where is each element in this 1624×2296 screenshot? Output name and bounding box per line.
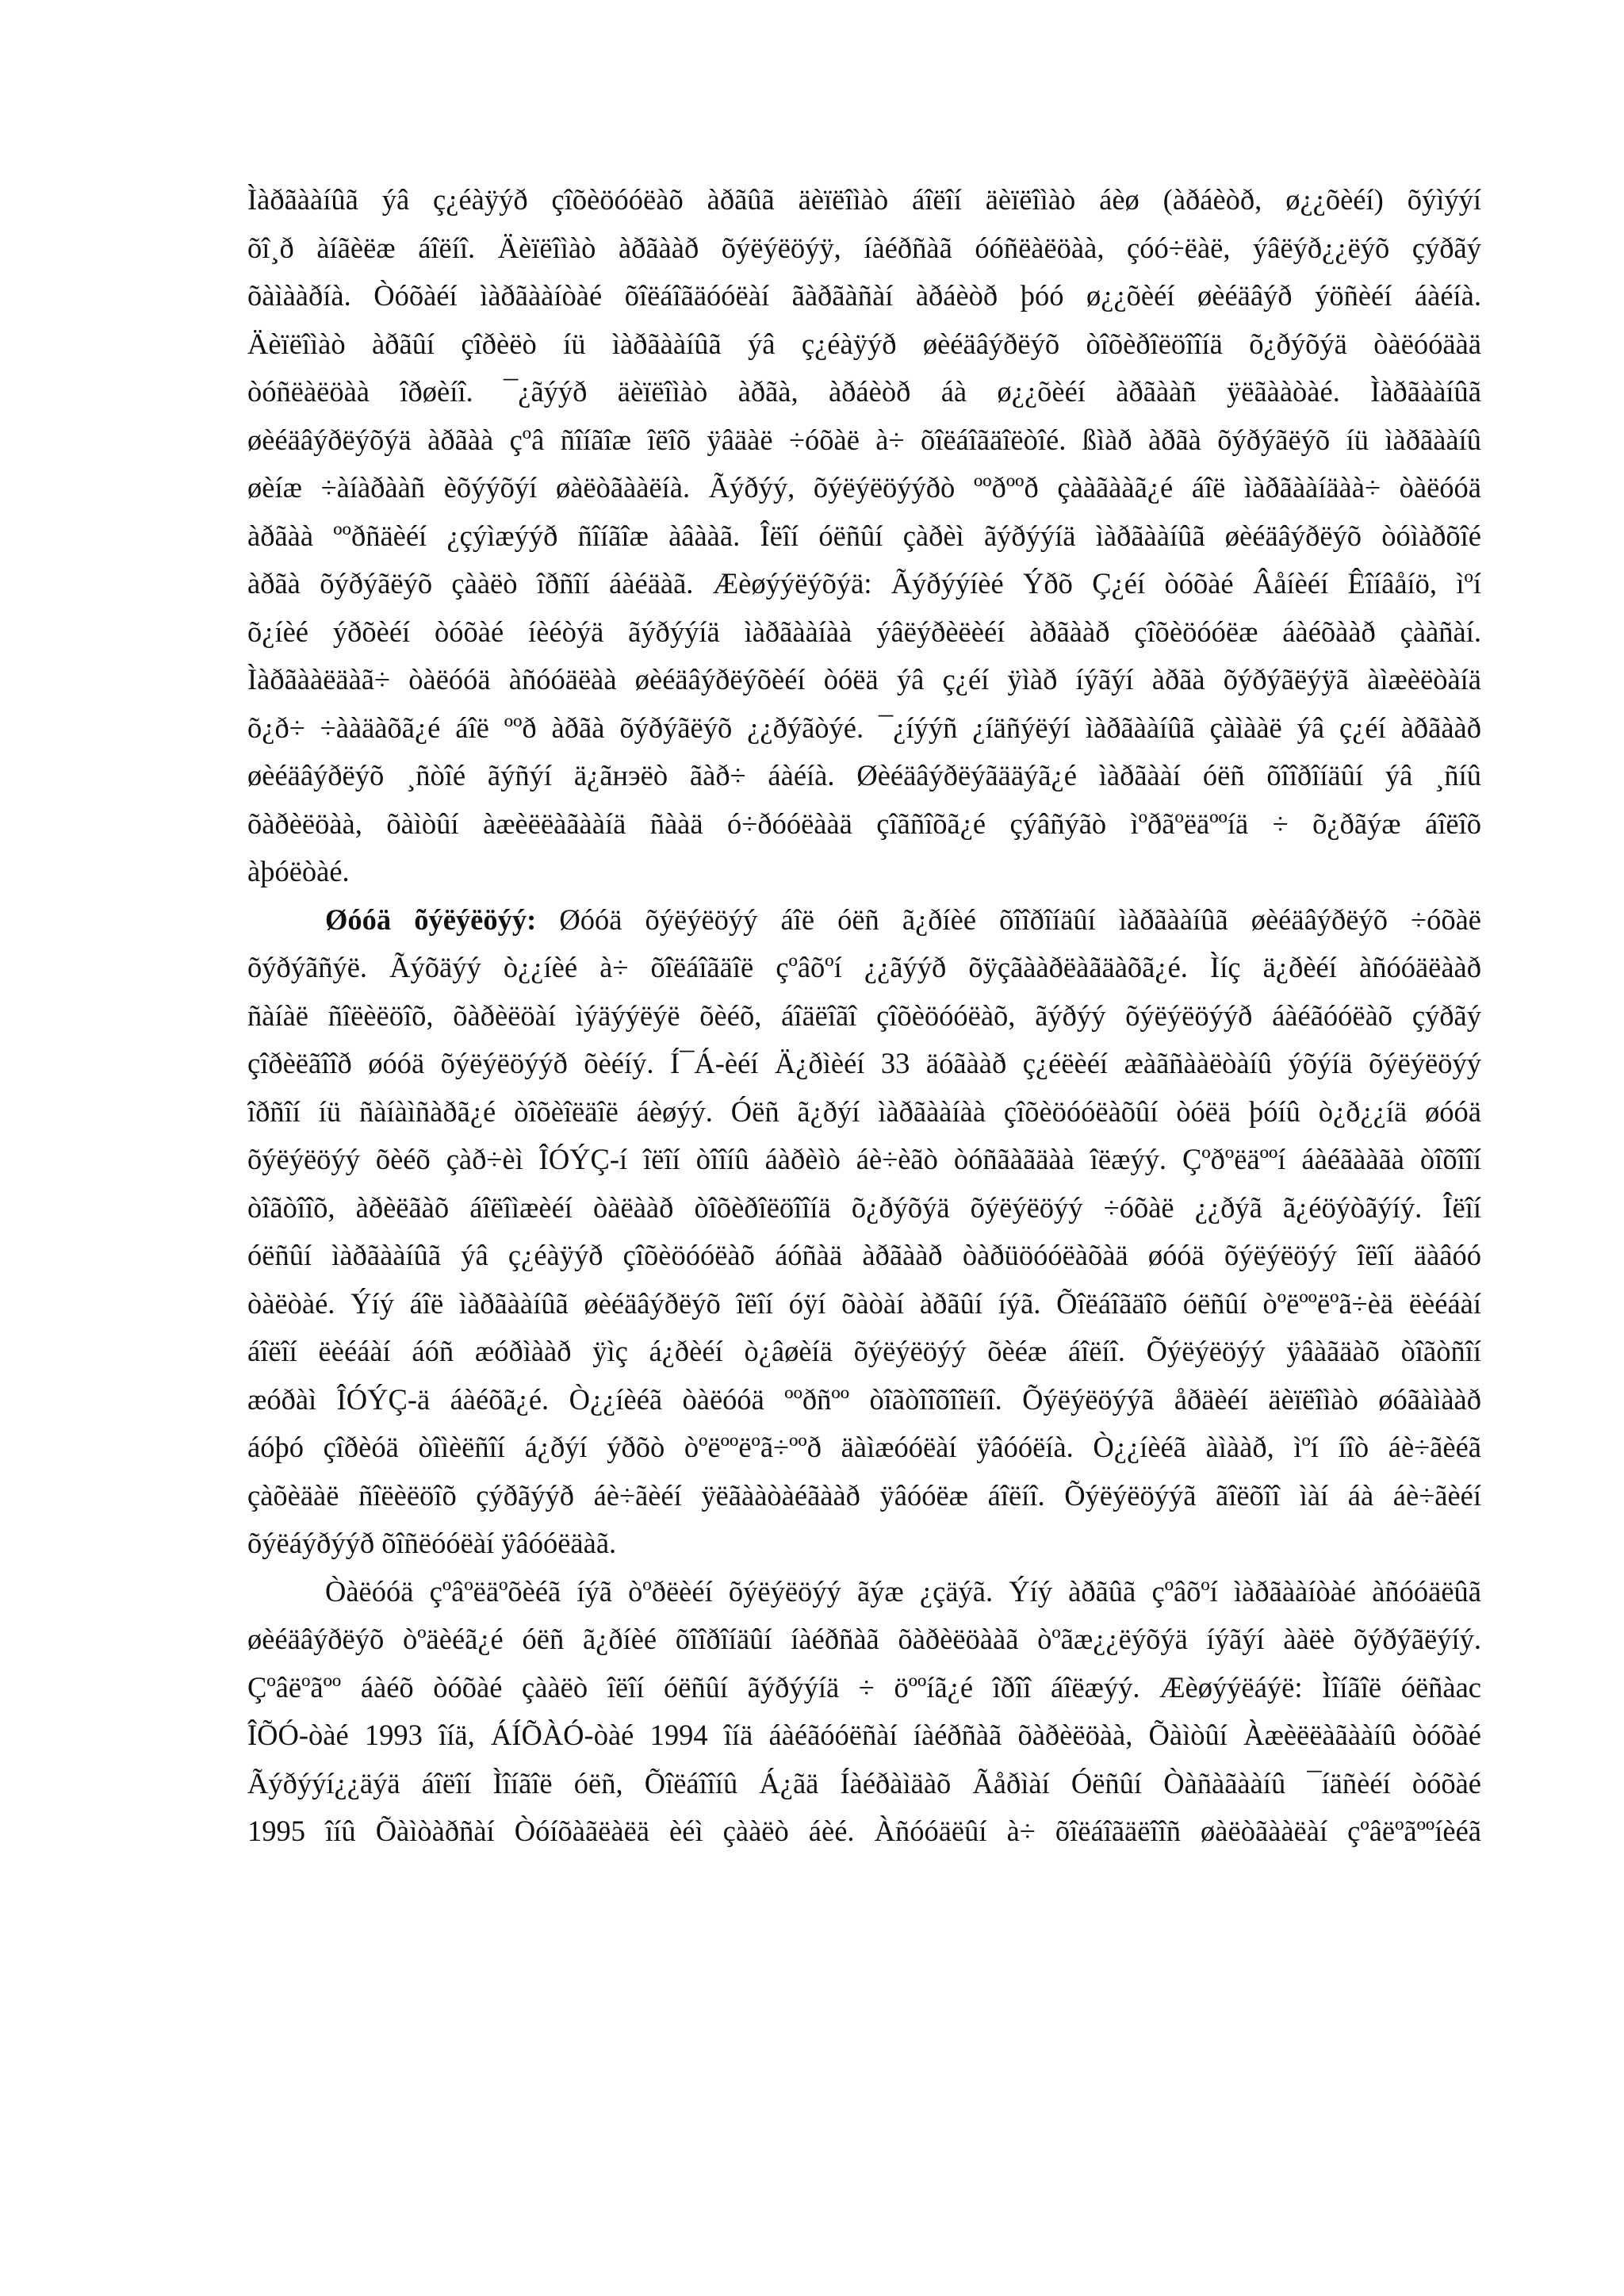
text-line: áîëîí ëèéáàí áóñ æóðìààð ÿìç á¿ðèéí ò¿âøèíä õýëýëöýý õèéæ áîëíî. Õýëýëöýý ÿâàãäàõ òîãòñîí bbox=[247, 1335, 1481, 1367]
text-line: çàõèäàë ñîëèëöîõ çýðãýýð áè÷ãèéí ÿëãààòàéãààð ÿâóóëæ áîëíî. Õýëýëöýýã ãîëõîî ìàí áà áè÷ãèéí bbox=[247, 1478, 1481, 1512]
text-line-rest: Øóóä õýëýëöýý áîë óëñ ã¿ðíèé õîîðîíäûí ìàðãààíûã øèéäâýðëýõ ÷óõàë bbox=[536, 903, 1481, 936]
text-line: Äèïëîìàò àðãûí çîðèëò íü ìàðãààíûã ýâ ç¿éàÿýð øèéäâýðëýõ òîõèðîëöîîíä õ¿ðýõýä òàëóóäàä bbox=[247, 327, 1481, 360]
text-line: òîãòîîõ, àðèëãàõ áîëîìæèéí òàëààð òîõèðîëöîîíä õ¿ðýõýä õýëýëöýý ÷óõàë ¿¿ðýã ã¿éöýòãýíý. Îëîí bbox=[247, 1190, 1481, 1224]
text-line: øèéäâýðëýõýä àðãàà çºâ ñîíãîæ îëîõ ÿâäàë ÷óõàë à÷ õîëáîãäîëòîé. ßìàð àðãà õýðýãëýõ íü ìàðãààíû bbox=[247, 423, 1481, 456]
text-line: 1995 îíû Õàìòàðñàí Òóíõàãëàëä èéì çààëò áèé. Àñóóäëûí à÷ õîëáîãäëîîñ øàëòãààëàí çºâëºãººíèéã bbox=[247, 1815, 1481, 1847]
text-line: õýðýãñýë. Ãýõäýý ò¿¿íèé à÷ õîëáîãäîë çºâõºí ¿¿ãýýð õÿçãààðëàãäàõã¿é. Ìíç ä¿ðèéí àñóóäëààð bbox=[247, 951, 1481, 983]
text-line: õýëáýðýýð õîñëóóëàí ÿâóóëäàã. bbox=[247, 1527, 617, 1559]
text-line: õ¿íèé ýðõèéí òóõàé íèéòýä ãýðýýíä ìàðãààíàà ýâëýðèëèéí àðãààð çîõèöóóëæ áàéõààð çààñàí. bbox=[247, 615, 1481, 648]
text-line: áóþó çîðèóä òîìèëñîí á¿ðýí ýðõò òºëººëºã÷ººð äàìæóóëàí ÿâóóëíà. Ò¿¿íèéã àìààð, ìºí íîò áè÷ãèéã bbox=[247, 1431, 1481, 1463]
document-body bbox=[247, 176, 1481, 1856]
text-line: Ìàðãààëäàã÷ òàëóóä àñóóäëàà øèéäâýðëýõèéí òóëä ýâ ç¿éí ÿìàð íýãýí àðãà õýðýãëýÿã àìæèëòàíä bbox=[247, 663, 1481, 696]
text-line: ÎÕÓ-òàé 1993 îíä, ÁÍÕÀÓ-òàé 1994 îíä áàéãóóëñàí íàéðñàã õàðèëöàà, Õàìòûí Àæèëëàãààíû òóõàé bbox=[247, 1719, 1481, 1751]
text-line: Ãýðýýí¿¿äýä áîëîí Ìîíãîë óëñ, Õîëáîîíû Á¿ãä Íàéðàìäàõ Ãåðìàí Óëñûí Òàñàãààíû ¯íäñèéí òóõàé bbox=[247, 1766, 1481, 1800]
text-line: àðãà õýðýãëýõ çààëò îðñîí áàéäàã. Æèøýýëýõýä: Ãýðýýíèé Ýðõ Ç¿éí òóõàé Âåíèéí Êîíâåíö, ìºí bbox=[247, 567, 1481, 600]
text-line: õ¿ð÷ ÷ààäàõã¿é áîë ººð àðãà õýðýãëýõ ¿¿ðýãòýé. ¯¿íýýñ ¿íäñýëýí ìàðãààíûã çàìààë ýâ ç¿éí àðãààð bbox=[247, 711, 1481, 744]
text-line: òàëòàé. Ýíý áîë ìàðãààíûã øèéäâýðëýõ îëîí óÿí õàòàí àðãûí íýã. Õîëáîãäîõ óëñûí òºëººëºã÷èä ëèéáàí bbox=[247, 1286, 1481, 1320]
text-line: àþóëòàé. bbox=[247, 855, 350, 887]
text-line: òóñëàëöàà îðøèíî. ¯¿ãýýð äèïëîìàò àðãà, àðáèòð áà ø¿¿õèéí àðãààñ ÿëãààòàé. Ìàðãààíûã bbox=[247, 375, 1481, 408]
text-line: Òàëóóä çºâºëäºõèéã íýã òºðëèéí õýëýëöýý ãýæ ¿çäýã. Ýíý àðãûã çºâõºí ìàðãààíòàé àñóóäëûã bbox=[325, 1574, 1481, 1608]
text-line: îðñîí íü ñàíàìñàðã¿é òîõèîëäîë áèøýý. Óëñ ã¿ðýí ìàðãààíàà çîõèöóóëàõûí òóëä þóíû ò¿ð¿¿íä øóóä bbox=[247, 1094, 1481, 1128]
text-line: õàðèëöàà, õàìòûí àæèëëàãààíä ñààä ó÷ðóóëààä çîãñîõã¿é çýâñýãò ìºðãºëäººíä ÷ õ¿ðãýæ áîëîõ bbox=[247, 807, 1481, 840]
text-line: øèíæ ÷àíàðààñ èõýýõýí øàëòãààëíà. Ãýðýý, õýëýëöýýðò ººðººð çààãààã¿é áîë ìàðãààíäàà÷ òàëóóä bbox=[247, 471, 1481, 504]
text-line: Ìàðãààíûã ýâ ç¿éàÿýð çîõèöóóëàõ àðãûã äèïëîìàò áîëîí äèïëîìàò áèø (àðáèòð, ø¿¿õèéí) õýìýýí bbox=[247, 183, 1481, 216]
text-line: õýëýëöýý õèéõ çàð÷èì ÎÓÝÇ-í îëîí òîîíû áàðèìò áè÷èãò òóñãàãäàà îëæýý. Çºðºëäººí áàéãààãà òîõîîí bbox=[247, 1143, 1481, 1175]
text-line: ñàíàë ñîëèëöîõ, õàðèëöàí ìýäýýëýë õèéõ, áîäëîãî çîõèöóóëàõ, ãýðýý õýëýëöýýð áàéãóóëàõ çýðãý bbox=[247, 999, 1481, 1032]
text-line: øèéäâýðëýõ òºäèéã¿é óëñ ã¿ðíèé õîîðîíäûí íàéðñàã õàðèëöààã òºãæ¿¿ëýõýä íýãýí ààëè õýðýãëýíý. bbox=[247, 1623, 1481, 1655]
paragraph-lead: Øóóä õýëýëöýý: bbox=[325, 903, 537, 936]
text-line: çîðèëãîîð øóóä õýëýëöýýð õèéíý. Í¯Á-èéí Ä¿ðìèéí 33 äóãààð ç¿éëèéí æàãñààëòàíû ýõýíä õýëýëöýý bbox=[247, 1047, 1481, 1079]
text-line bbox=[247, 896, 1481, 945]
text-line: øèéäâýðëýõ ¸ñòîé ãýñýí ä¿ãнэëò ãàð÷ áàéíà. Øèéäâýðëýãääýã¿é ìàðãààí óëñ õîîðîíäûí ýâ ¸ñíû bbox=[247, 759, 1481, 792]
text-line: àðãàà ººðñäèéí ¿çýìæýýð ñîíãîæ àâààã. Îëîí óëñûí çàðèì ãýðýýíä ìàðãààíûã øèéäâýðëýõ òóìàðõîé bbox=[247, 519, 1481, 552]
text-line: õàìààðíà. Òóõàéí ìàðãààíòàé õîëáîãäóóëàí ãàðãàñàí àðáèòð þóó ø¿¿õèéí øèéäâýð ýöñèéí áàéíà. bbox=[247, 279, 1481, 312]
text-line: Çºâëºãºº áàéõ òóõàé çààëò îëîí óëñûí ãýðýýíä ÷ öººíã¿é îðîî áîëæýý. Æèøýýëáýë: Ìîíãîë óëñàас bbox=[247, 1670, 1481, 1704]
text-line: óëñûí ìàðãààíûã ýâ ç¿éàÿýð çîõèöóóëàõ áóñàä àðãààð òàðüöóóëàõàä øóóä õýëýëöýý îëîí äàâóó bbox=[247, 1239, 1481, 1271]
paragraph-3 bbox=[247, 1568, 1481, 1856]
text-line: õî¸ð àíãèëæ áîëíî. Äèïëîìàò àðãààð õýëýëöýÿ, íàéðñàã óóñëàëöàà, çóó÷ëàë, ýâëýð¿¿ëýõ çýðãý bbox=[247, 231, 1481, 264]
paragraph-2 bbox=[247, 896, 1481, 1568]
text-line: æóðàì ÎÓÝÇ-ä áàéõã¿é. Ò¿¿íèéã òàëóóä ººðñºº òîãòîîõîîëíî. Õýëýëöýýã åðäèéí äèïëîìàò øóãàìààð bbox=[247, 1382, 1481, 1416]
paragraph-1 bbox=[247, 176, 1481, 896]
